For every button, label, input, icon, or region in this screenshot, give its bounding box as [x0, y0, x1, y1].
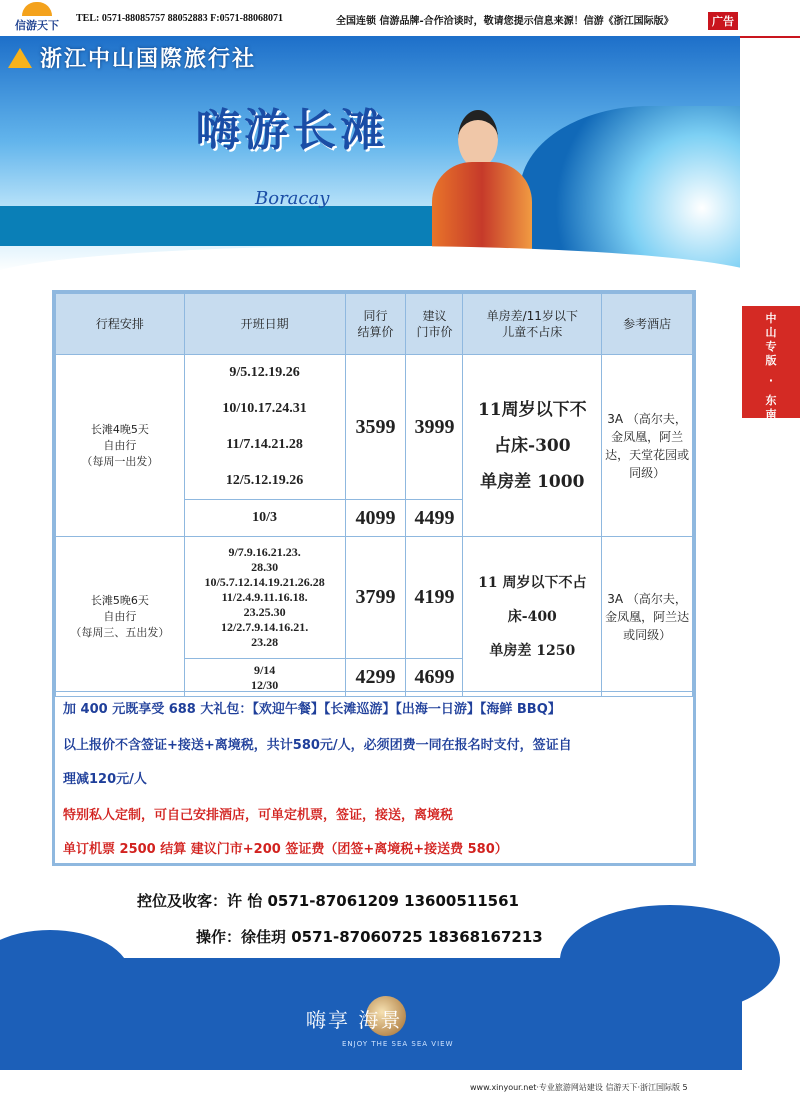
extra-ticket-note: 单订机票 2500 结算 建议门市+200 签证费（团签+离境税+接送费 580） — [63, 842, 508, 857]
route-name: 长滩4晚5天 — [90, 422, 149, 436]
page-footer: www.xinyour.net·专业旅游网站建设 信游天下·浙江国际版 5 — [470, 1083, 688, 1092]
tel-line: TEL: 0571-88085757 88052883 F:0571-88068071 — [76, 13, 283, 24]
note-line: 11 周岁以下不占 — [478, 574, 587, 591]
tour-table-frame — [52, 290, 696, 866]
route-name: 长滩5晚6天 — [90, 593, 149, 607]
retail-price: 4699 — [406, 659, 463, 697]
supplement-cell — [463, 355, 602, 537]
header-hotel: 参考酒店 — [602, 294, 693, 355]
wave-graphic — [520, 106, 740, 272]
note-line: 单房差 1250 — [489, 642, 576, 659]
side-tab-text: 东南亚线 — [765, 394, 777, 449]
enjoy-slogan-en: ENJOY THE SEA SEA VIEW — [342, 1040, 454, 1048]
date-line: 11/2.4.9.11.16.18. — [221, 590, 308, 604]
banner — [0, 36, 740, 272]
ad-tag: 广告 — [708, 12, 738, 30]
retail-price: 4499 — [406, 500, 463, 537]
table-header-row — [56, 294, 693, 355]
retail-price: 3999 — [406, 355, 463, 500]
dates-cell — [184, 537, 345, 659]
route-type: 自由行 — [103, 438, 137, 452]
hotel-cell: 3A （高尔夫，金凤凰，阿兰达或同级） — [602, 537, 693, 697]
peer-price: 3599 — [345, 355, 406, 500]
header-peer-price: 同行 结算价 — [345, 294, 406, 355]
dates-cell — [184, 355, 345, 500]
contact-operation: 操作：徐佳玥 0571-87060725 18368167213 — [196, 928, 543, 946]
date-line: 10/5.7.12.14.19.21.26.28 — [204, 575, 325, 589]
brand-logo — [4, 2, 70, 34]
date-line: 12/2.7.9.14.16.21. — [220, 620, 309, 634]
header-retail-price: 建议 门市价 — [406, 294, 463, 355]
date-line: 9/7.9.16.21.23. — [228, 545, 301, 559]
table-row — [56, 355, 693, 500]
extra-price-note: 以上报价不含签证+接送+离境税，共计580元/人，必须团费一同在报名时支付，签证自 — [63, 738, 572, 753]
route-cell-1 — [56, 355, 185, 537]
agency-name: 浙江中山国際旅行社 — [40, 47, 257, 72]
route-cell-2 — [56, 537, 185, 697]
date-line: 9/5.12.19.26 — [229, 365, 300, 380]
date-line: 9/14 — [253, 662, 276, 677]
note-line: 单房差 1000 — [480, 471, 585, 492]
table-row — [56, 537, 693, 659]
peer-price: 4099 — [345, 500, 406, 537]
top-bar — [0, 0, 800, 38]
peer-price: 4299 — [345, 659, 406, 697]
section-side-tab — [742, 306, 800, 449]
extra-visa-note: 理减120元/人 — [63, 772, 147, 787]
tour-table — [55, 293, 693, 697]
note-line: 占床-300 — [494, 435, 571, 456]
extras-block — [55, 691, 693, 864]
header-single-supplement: 单房差/11岁以下 儿童不占床 — [463, 294, 602, 355]
note-line: 床-400 — [507, 608, 557, 625]
peer-price: 3799 — [345, 537, 406, 659]
route-schedule: （每周三、五出发） — [70, 625, 170, 639]
sun-icon — [22, 2, 52, 16]
banner-title: 嗨游长滩 — [196, 105, 388, 156]
model-head — [458, 110, 498, 168]
route-type: 自由行 — [103, 609, 137, 623]
route-schedule: （每周一出发） — [81, 454, 159, 468]
special-date: 10/3 — [184, 500, 345, 537]
hotel-cell: 3A （高尔夫，金凤凰，阿兰达，天堂花园或同级） — [602, 355, 693, 537]
logo-text: 信游天下 — [15, 19, 59, 32]
header-route: 行程安排 — [56, 294, 185, 355]
side-tab-text: 中山专版 — [765, 312, 777, 367]
date-line: 10/10.17.24.31 — [222, 401, 307, 416]
agency-logo-icon — [8, 48, 32, 68]
date-line: 28.30 — [251, 560, 279, 574]
date-line: 23.28 — [251, 635, 279, 649]
note-line: 11周岁以下不 — [477, 399, 587, 420]
header-dates: 开班日期 — [184, 294, 345, 355]
date-line: 23.25.30 — [243, 605, 286, 619]
date-line: 12/5.12.19.26 — [225, 473, 304, 488]
supplement-cell — [463, 537, 602, 697]
enjoy-slogan: 嗨享 海景 — [306, 1008, 403, 1032]
date-line: 11/7.14.21.28 — [226, 437, 303, 452]
slogan: 全国连锁 信游品牌-合作洽谈时，敬请您提示信息来源！信游《浙江国际版》 — [336, 16, 674, 27]
date-line: 12/30 — [250, 677, 279, 692]
extra-gift-package: 加 400 元既享受 688 大礼包：【欢迎午餐】【长滩巡游】【出海一日游】【海鲜 BBQ】 — [63, 702, 561, 717]
contact-booking: 控位及收客：许 怡 0571-87061209 13600511561 — [137, 892, 519, 910]
retail-price: 4199 — [406, 537, 463, 659]
banner-subtitle: Boracay — [255, 188, 330, 209]
extra-custom-note: 特别私人定制，可自己安排酒店，可单定机票，签证，接送，离境税 — [63, 808, 454, 823]
side-tab-dot: · — [768, 374, 774, 387]
